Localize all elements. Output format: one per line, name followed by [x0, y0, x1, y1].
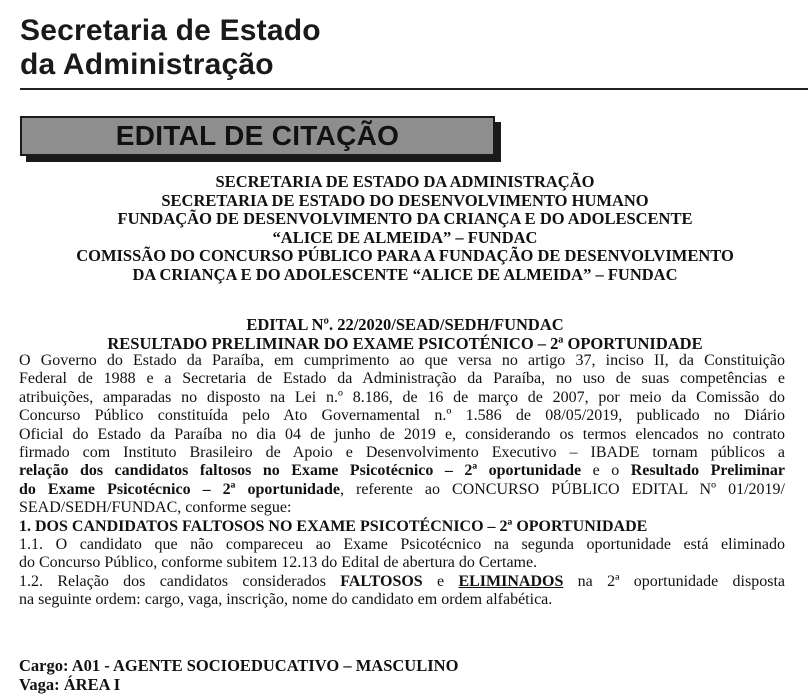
item-1-2-post: na 2ª oportunidade disposta: [563, 572, 785, 590]
edital-body: [19, 352, 785, 610]
item-1-2-line: na seguinte ordem: cargo, vaga, inscrição, nome do candidato em ordem alfabética.: [19, 591, 553, 609]
header-line: COMISSÃO DO CONCURSO PÚBLICO PARA A FUNDAÇÃO DE DESENVOLVIMENTO: [76, 246, 734, 265]
header-line: SECRETARIA DE ESTADO DO DESENVOLVIMENTO HUMANO: [161, 190, 649, 210]
faltosos-phrase: relação dos candidatos faltosos no Exame Psicotécnico – 2ª oportunidade: [19, 462, 582, 480]
intro-line: O Governo do Estado da Paraíba, em cumprimento ao que versa no artigo 37, inciso II, da Constituição: [19, 352, 785, 369]
connector-text: e o: [581, 462, 631, 480]
issuing-bodies: [18, 173, 792, 284]
edital-number: EDITAL Nº. 22/2020/SEAD/SEDH/FUNDAC: [246, 315, 564, 334]
intro-line: SEAD/SEDH/FUNDAC, conforme segue:: [19, 499, 292, 517]
intro-line: atribuições, amparadas no disposto na Lei n.º 8.186, de 16 de março de 2007, por meio da Comissão do: [19, 388, 785, 406]
referente-text: , referente ao CONCURSO PÚBLICO EDITAL Nº 01/2019/: [339, 480, 785, 498]
item-1-1-line: 1.1. O candidato que não compareceu ao Exame Psicotécnico na segunda oportunidade está eliminado: [19, 536, 785, 554]
masthead: [20, 14, 321, 82]
intro-line-7: [19, 462, 785, 480]
intro-line: Oficial do Estado da Paraíba no dia 04 de junho de 2019 e, considerando os termos elencados no contrato: [19, 425, 785, 443]
cargo-line: Cargo: A01 - AGENTE SOCIOEDUCATIVO – MASCULINO: [19, 656, 459, 675]
cargo-block: [19, 656, 458, 694]
section-1-title: 1. DOS CANDIDATOS FALTOSOS NO EXAME PSICOTÉCNICO – 2ª OPORTUNIDADE: [19, 517, 648, 535]
intro-line: firmado com Instituto Brasileiro de Apoio e Desenvolvimento Executivo – IBADE tornam públicos a: [19, 444, 785, 462]
masthead-line-1: Secretaria de Estado: [20, 14, 321, 47]
eliminados-label: ELIMINADOS: [458, 572, 564, 590]
item-1-2-line-1: [19, 573, 785, 591]
masthead-rule: [20, 88, 808, 90]
banner-title: EDITAL DE CITAÇÃO: [20, 116, 495, 156]
item-1-1-line: do Concurso Público, conforme subitem 12.13 do Edital de abertura do Certame.: [19, 554, 538, 572]
header-line: “ALICE DE ALMEIDA” – FUNDAC: [272, 227, 538, 247]
exame-phrase: do Exame Psicotécnico – 2ª oportunidade: [19, 480, 340, 498]
header-line: DA CRIANÇA E DO ADOLESCENTE “ALICE DE ALMEIDA” – FUNDAC: [132, 264, 678, 284]
vaga-line: Vaga: ÁREA I: [19, 675, 121, 694]
intro-line: Concurso Público constituída pelo Ato Governamental n.º 1.586 de 08/05/2019, publicado no Diário: [19, 407, 785, 425]
resultado-phrase: Resultado Preliminar: [630, 462, 785, 480]
intro-paragraph: [19, 352, 785, 518]
header-line: FUNDAÇÃO DE DESENVOLVIMENTO DA CRIANÇA E DO ADOLESCENTE: [117, 209, 693, 228]
intro-line-8: [19, 481, 785, 499]
edital-subject: RESULTADO PRELIMINAR DO EXAME PSICOTÉNICO – 2ª OPORTUNIDADE: [107, 333, 703, 353]
edital-heading: [18, 316, 792, 353]
banner-block: [20, 116, 495, 156]
intro-line: Federal de 1988 e a Secretaria de Estado da Administração da Paraíba, no uso de suas competências e: [19, 370, 785, 388]
faltosos-label: FALTOSOS: [340, 572, 423, 590]
masthead-line-2: da Administração: [20, 48, 274, 81]
header-line: SECRETARIA DE ESTADO DA ADMINISTRAÇÃO: [215, 172, 595, 191]
conjunction: e: [422, 572, 459, 590]
item-1-2-pre: 1.2. Relação dos candidatos considerados: [19, 572, 341, 590]
